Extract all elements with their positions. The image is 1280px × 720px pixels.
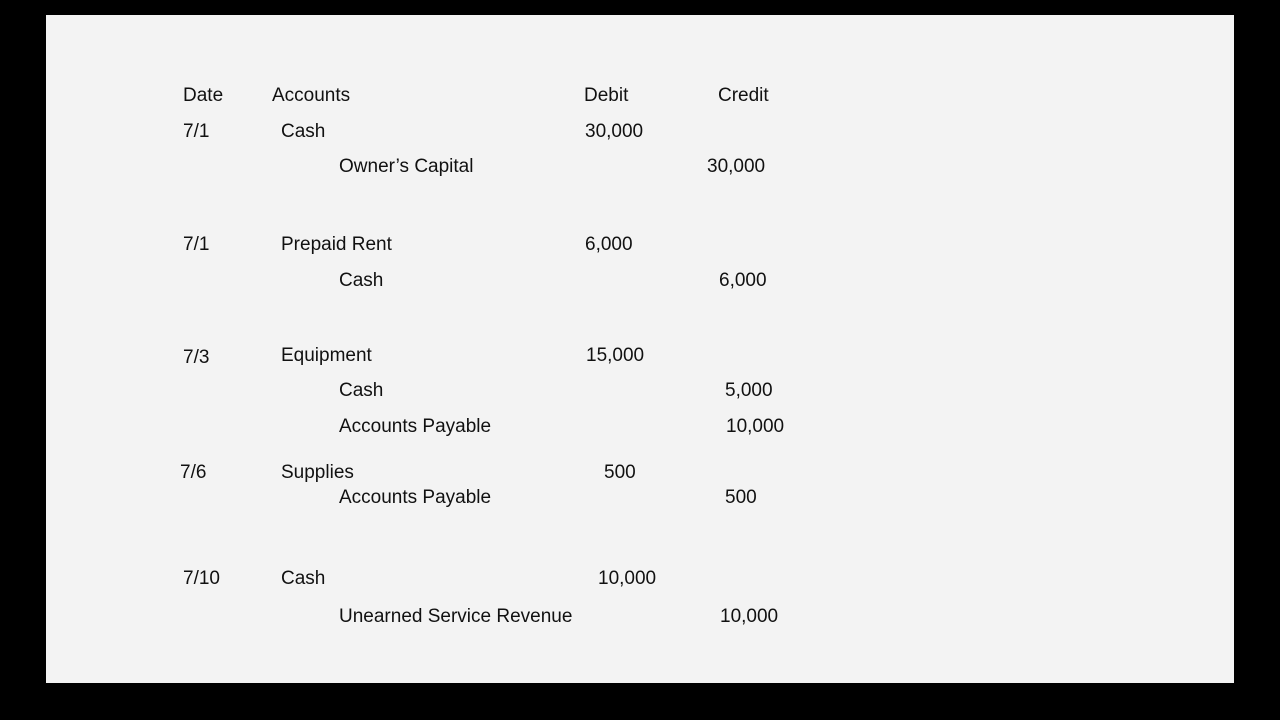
entry-debit-account: Cash — [281, 568, 326, 589]
entry-credit-account: Cash — [339, 380, 384, 401]
entry-credit-account: Unearned Service Revenue — [339, 606, 573, 627]
header-credit: Credit — [718, 85, 769, 106]
entry-credit-amount: 10,000 — [726, 416, 785, 437]
entry-credit-account: Cash — [339, 270, 384, 291]
entry-debit-account: Equipment — [281, 345, 372, 366]
entry-credit-account: Owner’s Capital — [339, 156, 474, 177]
entry-debit-account: Cash — [281, 121, 326, 142]
entry-credit-amount: 10,000 — [720, 606, 779, 627]
entry-credit-amount: 500 — [725, 487, 757, 508]
entry-debit-account: Supplies — [281, 462, 354, 483]
entry-date: 7/3 — [183, 347, 210, 368]
header-debit: Debit — [584, 85, 629, 106]
entry-date: 7/1 — [183, 234, 210, 255]
entry-debit-amount: 15,000 — [586, 345, 645, 366]
entry-date: 7/10 — [183, 568, 220, 589]
entry-credit-amount: 6,000 — [719, 270, 767, 291]
entry-credit-amount: 5,000 — [725, 380, 773, 401]
entry-debit-amount: 10,000 — [598, 568, 657, 589]
entry-debit-account: Prepaid Rent — [281, 234, 392, 255]
header-date: Date — [183, 85, 224, 106]
entry-credit-account: Accounts Payable — [339, 487, 492, 508]
entry-credit-amount: 30,000 — [707, 156, 766, 177]
entry-date: 7/1 — [183, 121, 210, 142]
entry-credit-account: Accounts Payable — [339, 416, 492, 437]
entry-debit-amount: 6,000 — [585, 234, 633, 255]
entry-debit-amount: 30,000 — [585, 121, 644, 142]
entry-date: 7/6 — [180, 462, 207, 483]
header-accounts: Accounts — [272, 85, 351, 106]
entry-debit-amount: 500 — [604, 462, 636, 483]
